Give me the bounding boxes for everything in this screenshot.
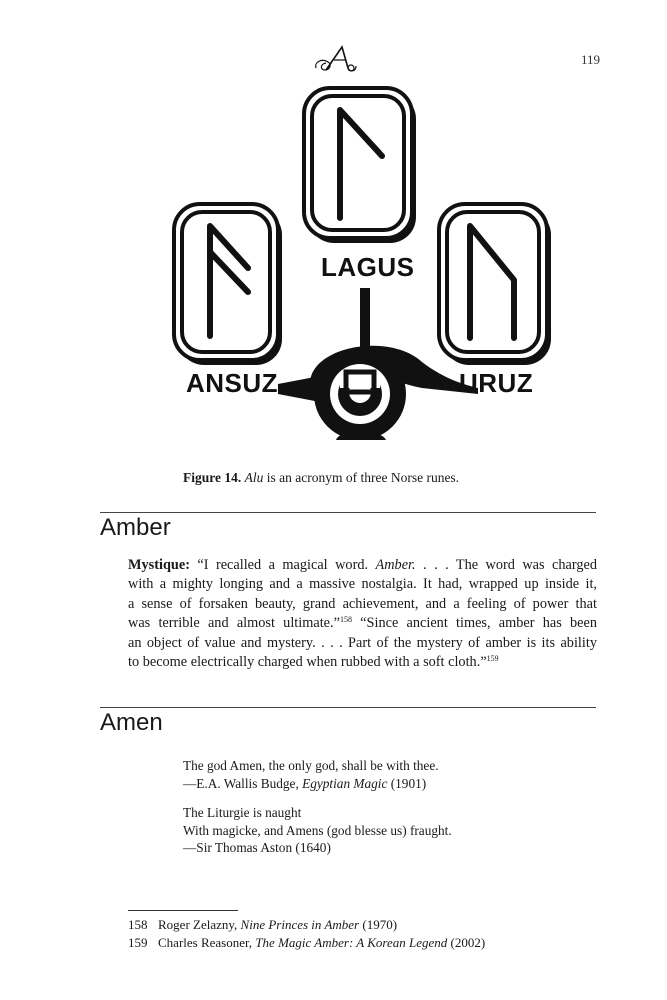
footnote-ref-159: 159 (486, 654, 499, 664)
section-letter-ornament (312, 44, 358, 74)
entry-heading-amen: Amen (100, 709, 163, 736)
mystique-lead: Mystique: (128, 557, 190, 573)
quote-line: The Liturgie is naught (183, 805, 302, 820)
lagus-label: LAGUS (321, 252, 415, 282)
uruz-rune-stone (439, 204, 551, 365)
quote-line: The god Amen, the only god, shall be with thee. (183, 758, 439, 773)
footnote-158: 158 Roger Zelazny, Nine Princes in Amber (1970) (128, 917, 398, 932)
paragraph-line: with a mighty longing and a massive nostalgia. It had, wrapped up inside it, (128, 576, 597, 593)
footnote-ref-158: 158 (339, 615, 352, 625)
quote-attribution: —Sir Thomas Aston (1640) (183, 840, 331, 855)
paragraph-line: to become electrically charged when rubbed with a soft cloth.”$^{159}$ (128, 654, 499, 671)
section-letter: A (332, 66, 338, 74)
lagus-rune-stone (304, 88, 416, 243)
page-number: 119 (580, 52, 600, 67)
section-divider (100, 512, 596, 513)
amen-epigraphs (183, 757, 452, 857)
paragraph-line: Mystique: “I recalled a magical word. Amber. . . . The word was charged (128, 557, 597, 573)
uruz-label: URUZ (459, 368, 534, 398)
quote-line: With magicke, and Amens (god blesse us) fraught. (183, 822, 452, 838)
figure-caption-label: Figure 14. (183, 470, 242, 485)
figure-caption (183, 470, 459, 486)
ansuz-rune-stone (174, 204, 282, 365)
footnote-159: 159 Charles Reasoner, The Magic Amber: A Korean Legend (2002) (128, 935, 486, 950)
footnote-divider (128, 910, 238, 911)
ansuz-label: ANSUZ (186, 368, 279, 398)
amber-mystique-paragraph (128, 556, 597, 672)
section-divider (100, 707, 596, 708)
quote-attribution: —E.A. Wallis Budge, Egyptian Magic (1901) (183, 775, 427, 791)
figure-caption-text: is an acronym of three Norse runes. (263, 470, 460, 485)
paragraph-line: was terrible and almost ultimate.”$^{158}$ “Since ancient times, amber has been (128, 615, 598, 632)
entry-heading-amber: Amber (100, 514, 171, 541)
paragraph-line: a sense of forsaken beauty, grand achievement, and a feeling of power that (128, 595, 597, 612)
footnotes (128, 916, 485, 952)
figure-caption-alu: Alu (244, 470, 264, 485)
paragraph-line: an object of value and mystery. . . . Part of the mystery of amber is its ability (128, 634, 597, 651)
